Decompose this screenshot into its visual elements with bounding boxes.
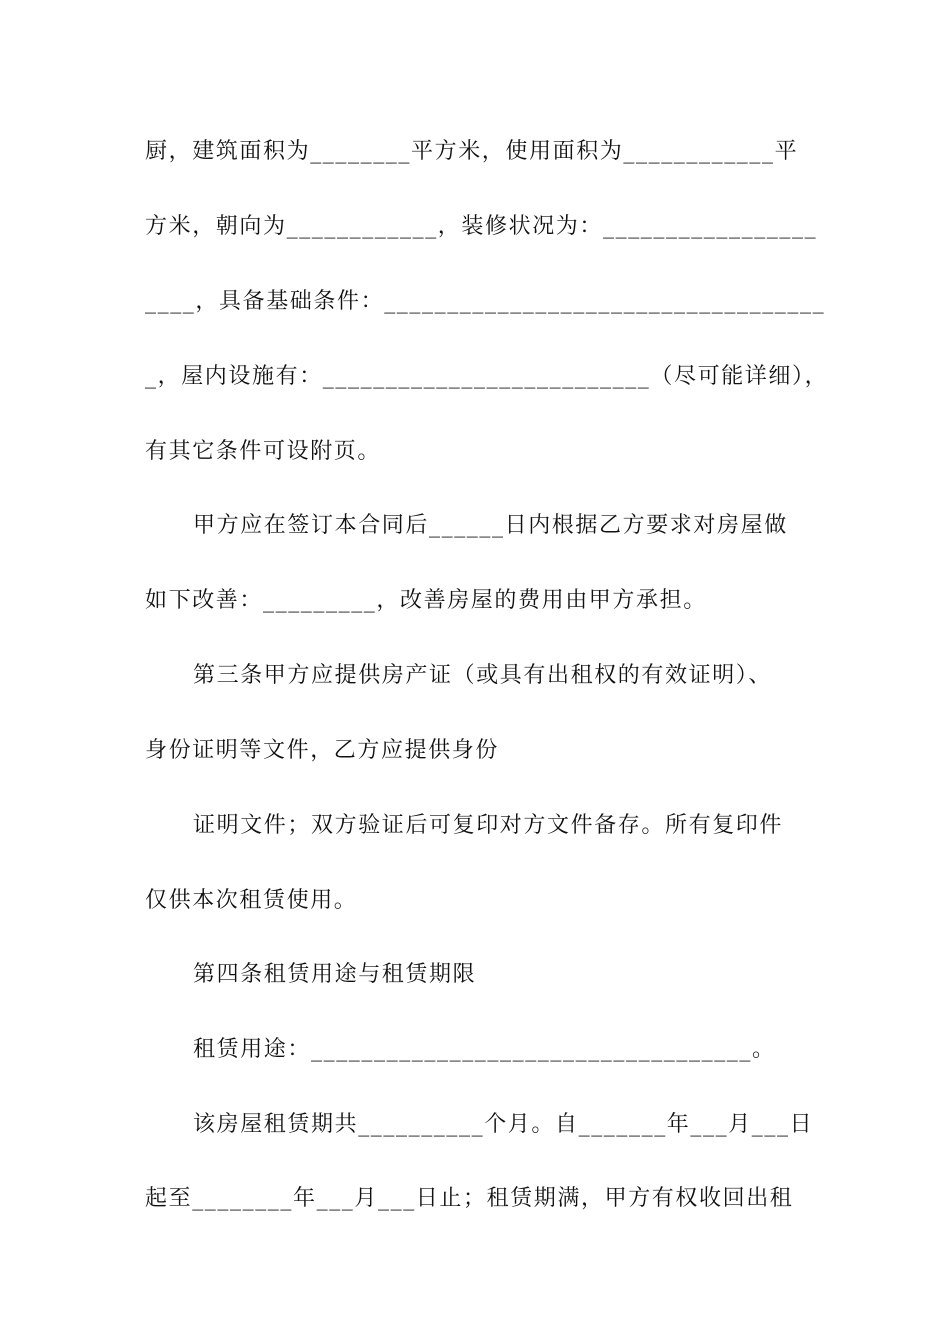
text-line: ____，具备基础条件：___________________________________ — [145, 289, 826, 314]
lease-term-line: 该房屋租赁期共__________个月。自_______年___月___日 — [193, 1112, 814, 1137]
lease-purpose-line: 租赁用途：___________________________________。 — [193, 1037, 776, 1062]
text-line: 起至________年___月___日止；租赁期满，甲方有权收回出租 — [145, 1186, 794, 1211]
text-line: 如下改善：_________，改善房屋的费用由甲方承担。 — [145, 588, 707, 613]
text-line: 厨，建筑面积为________平方米，使用面积为____________平 — [145, 139, 799, 164]
text-line: 有其它条件可设附页。 — [145, 439, 382, 464]
paragraph-first-line: 甲方应在签订本合同后______日内根据乙方要求对房屋做 — [193, 513, 788, 538]
article-three-heading: 第三条甲方应提供房产证（或具有出租权的有效证明）、 — [193, 663, 773, 688]
article-four-heading: 第四条租赁用途与租赁期限 — [193, 962, 477, 987]
paragraph-first-line: 证明文件；双方验证后可复印对方文件备存。所有复印件 — [193, 813, 784, 838]
text-line: 身份证明等文件，乙方应提供身份 — [145, 738, 500, 763]
text-line: _，屋内设施有：__________________________（尽可能详细）， — [145, 364, 829, 389]
text-line: 仅供本次租赁使用。 — [145, 888, 358, 913]
text-line: 方米，朝向为____________，装修状况为：_________________ — [145, 214, 818, 239]
